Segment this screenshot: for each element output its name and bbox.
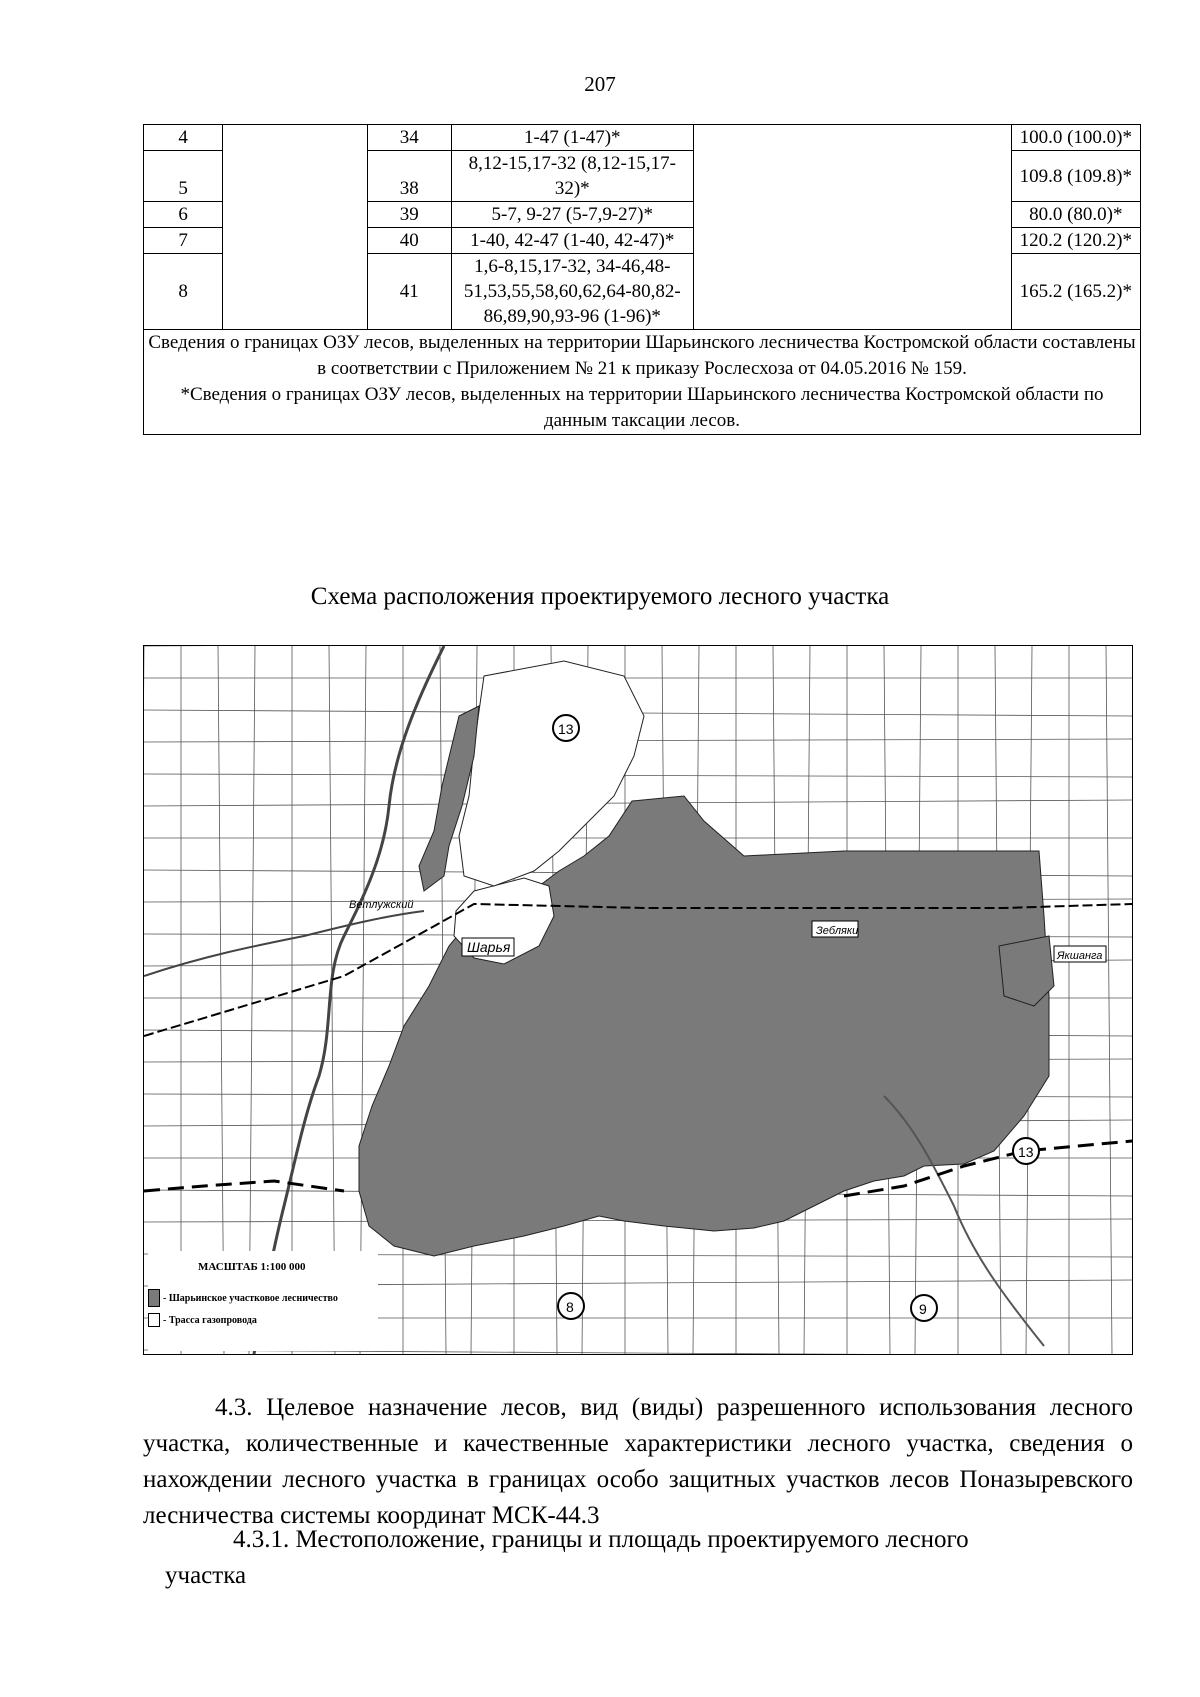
marker-label: 9 bbox=[919, 1301, 927, 1317]
district-marker bbox=[558, 1293, 584, 1319]
map-scale: МАСШТАБ 1:100 000 bbox=[198, 1261, 306, 1273]
empty-cell bbox=[693, 125, 1011, 330]
row-number: 8 bbox=[144, 254, 223, 330]
grid-line bbox=[249, 646, 255, 1354]
legend-label: - Трасса газопровода bbox=[163, 1314, 257, 1326]
quarter-number: 34 bbox=[367, 125, 451, 151]
section-list: 1-40, 42-47 (1-40, 42-47)* bbox=[451, 228, 693, 254]
section-list: 1,6-8,15,17-32, 34-46,48-51,53,55,58,60,62,64-80,82-86,89,90,93-96 (1-96)* bbox=[451, 254, 693, 330]
area-value: 80.0 (80.0)* bbox=[1011, 202, 1140, 228]
quarter-number: 38 bbox=[367, 151, 451, 202]
section-4-3-1-line: участка bbox=[165, 1562, 247, 1589]
district-marker bbox=[911, 1295, 937, 1321]
section-4-3-1-line: 4.3.1. Местоположение, границы и площадь проектируемого лесного bbox=[233, 1526, 969, 1553]
map-title: Схема расположения проектируемого лесного участка bbox=[310, 583, 890, 610]
area-value: 120.2 (120.2)* bbox=[1011, 228, 1140, 254]
quarter-number: 39 bbox=[367, 202, 451, 228]
district-boundary bbox=[144, 1181, 344, 1191]
legend-label: - Шарьинское участковое лесничество bbox=[163, 1292, 338, 1304]
section-list: 5-7, 9-27 (5-7,9-27)* bbox=[451, 202, 693, 228]
row-number: 5 bbox=[144, 151, 223, 202]
district-marker bbox=[1013, 1138, 1039, 1164]
town-label: Зебляки bbox=[816, 925, 859, 937]
table-row bbox=[144, 125, 1141, 151]
forest-map bbox=[143, 645, 1133, 1355]
section-4-3-1-paragraph bbox=[143, 1522, 1133, 1594]
area-value: 100.0 (100.0)* bbox=[1011, 125, 1140, 151]
marker-label: 8 bbox=[566, 1299, 574, 1315]
town-label: Шарья bbox=[467, 939, 511, 955]
quarter-number: 40 bbox=[367, 228, 451, 254]
quarter-number: 41 bbox=[367, 254, 451, 330]
area-value: 165.2 (165.2)* bbox=[1011, 254, 1140, 330]
legend-item-forestry bbox=[148, 1289, 338, 1307]
empty-cell bbox=[223, 125, 367, 330]
forest-plots-table bbox=[143, 124, 1141, 435]
town-label: Ветлужский bbox=[349, 899, 414, 911]
table-note-row bbox=[144, 330, 1141, 435]
marker-label: 13 bbox=[1018, 1144, 1034, 1160]
note-footnote: *Сведения о границах ОЗУ лесов, выделенных на территории Шарьинского лесничества Костромской области по данным таксации лесов. bbox=[180, 384, 1104, 431]
note-text: Сведения о границах ОЗУ лесов, выделенных на территории Шарьинского лесничества Костромской области составлены в соответствии с Приложением № 21 к приказу Рослесхоза от 04.05.2016 № 159. bbox=[148, 332, 1136, 379]
row-number: 6 bbox=[144, 202, 223, 228]
grid-line bbox=[1106, 646, 1112, 1354]
map-canvas bbox=[144, 646, 1132, 1354]
legend-swatch-gray bbox=[148, 1289, 160, 1307]
river bbox=[144, 911, 424, 976]
legend-swatch-white bbox=[148, 1313, 160, 1327]
area-value: 109.8 (109.8)* bbox=[1011, 151, 1140, 202]
page-number: 207 bbox=[584, 72, 616, 96]
section-list: 1-47 (1-47)* bbox=[451, 125, 693, 151]
town-label: Якшанга bbox=[1057, 950, 1103, 962]
table-note bbox=[144, 330, 1141, 435]
district-marker bbox=[553, 715, 579, 741]
marker-label: 13 bbox=[558, 721, 574, 737]
grid-line bbox=[218, 646, 224, 1354]
section-list: 8,12-15,17-32 (8,12-15,17- 32)* bbox=[451, 151, 693, 202]
section-4-3-paragraph: 4.3. Целевое назначение лесов, вид (виды) разрешенного использования лесного участка, количественные и качественные характеристики лесного участка, сведения о нахождении лесного участка в границах особо защитных участков лесов Поназыревского лесничества системы координат МСК-44.3 bbox=[143, 1394, 1133, 1529]
grid-line bbox=[360, 646, 366, 1354]
map-legend bbox=[148, 1251, 378, 1351]
row-number: 4 bbox=[144, 125, 223, 151]
row-number: 7 bbox=[144, 228, 223, 254]
legend-item-pipeline bbox=[148, 1313, 257, 1327]
